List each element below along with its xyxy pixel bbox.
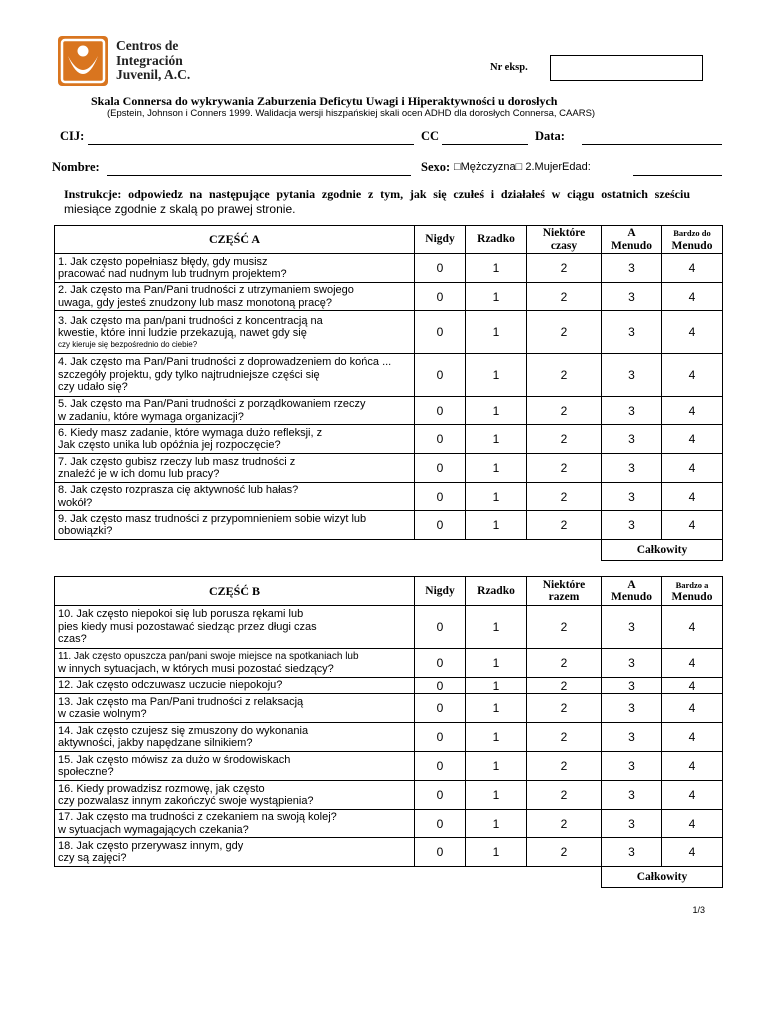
- question-text: [55, 397, 415, 425]
- question-line: 5. Jak często ma Pan/Pani trudności z porządkowaniem rzeczy: [58, 398, 366, 410]
- answer-option-1[interactable]: 1: [466, 283, 527, 311]
- edad-field[interactable]: [633, 175, 722, 176]
- logo-line-3: Juvenil, A.C.: [116, 67, 191, 82]
- answer-option-2[interactable]: 2: [527, 752, 602, 781]
- question-row: [55, 838, 723, 867]
- answer-option-0[interactable]: 0: [415, 354, 466, 397]
- answer-option-1[interactable]: 1: [466, 606, 527, 649]
- question-line: znaleźć je w ich domu lub pracy?: [58, 468, 220, 480]
- question-line: w czasie wolnym?: [58, 708, 147, 720]
- question-text: [55, 606, 415, 649]
- question-line: 1. Jak często popełniasz błędy, gdy musisz: [58, 255, 268, 268]
- header-nigdy: Nigdy: [415, 577, 466, 606]
- answer-option-2[interactable]: 2: [527, 678, 602, 694]
- answer-option-0[interactable]: 0: [415, 649, 466, 678]
- data-label: Data:: [535, 129, 565, 143]
- answer-option-2[interactable]: 2: [527, 649, 602, 678]
- answer-option-4[interactable]: 4: [662, 606, 723, 649]
- logo-figure-icon: [58, 36, 108, 86]
- question-line: czy są zajęci?: [58, 852, 127, 864]
- question-line: 17. Jak często ma trudności z czekaniem na swoją kolej?: [58, 811, 337, 823]
- part-a-title: CZĘŚĆ A: [55, 226, 415, 254]
- header-bardzo-l2: Menudo: [671, 591, 713, 603]
- part-b-title: CZĘŚĆ B: [55, 577, 415, 606]
- answer-option-0[interactable]: 0: [415, 511, 466, 540]
- answer-option-2[interactable]: 2: [527, 838, 602, 867]
- answer-option-1[interactable]: 1: [466, 483, 527, 511]
- answer-option-0[interactable]: 0: [415, 694, 466, 723]
- question-text: [55, 454, 415, 483]
- question-line: 2. Jak często ma Pan/Pani trudności z utrzymaniem swojego: [58, 284, 354, 296]
- answer-option-4[interactable]: 4: [662, 311, 723, 354]
- question-text: [55, 752, 415, 781]
- question-row: [55, 311, 723, 354]
- answer-option-3[interactable]: 3: [602, 397, 662, 425]
- question-line: 16. Kiedy prowadzisz rozmowę, jak często: [58, 782, 265, 795]
- answer-option-4[interactable]: 4: [662, 678, 723, 694]
- question-line: wokół?: [58, 496, 93, 509]
- question-line: 10. Jak często niepokoi się lub porusza rękami lub: [58, 608, 304, 621]
- answer-option-4[interactable]: 4: [662, 454, 723, 483]
- answer-option-2[interactable]: 2: [527, 723, 602, 752]
- answer-option-1[interactable]: 1: [466, 397, 527, 425]
- question-text: [55, 723, 415, 752]
- nr-eksp-label: Nr eksp.: [490, 62, 528, 73]
- question-line: uwaga, gdy jesteś znudzony lub masz monotoną pracę?: [58, 296, 332, 309]
- answer-option-2[interactable]: 2: [527, 483, 602, 511]
- question-text: [55, 781, 415, 810]
- question-text: [55, 838, 415, 867]
- question-line: czy udało się?: [58, 381, 128, 394]
- answer-option-3[interactable]: 3: [602, 678, 662, 694]
- question-line: obowiązki?: [58, 525, 113, 537]
- question-row: [55, 678, 723, 694]
- cc-field[interactable]: [442, 144, 528, 145]
- header-a-l1: A: [627, 578, 636, 591]
- answer-option-1[interactable]: 1: [466, 254, 527, 283]
- answer-option-0[interactable]: 0: [415, 397, 466, 425]
- question-row: [55, 810, 723, 838]
- part-b-table: [54, 576, 723, 888]
- answer-option-2[interactable]: 2: [527, 354, 602, 397]
- question-line: czy pozwalasz innym zakończyć swoje wystąpienia?: [58, 795, 314, 807]
- answer-option-3[interactable]: 3: [602, 311, 662, 354]
- answer-option-2[interactable]: 2: [527, 254, 602, 283]
- part-a-header-row: [55, 226, 723, 254]
- answer-option-1[interactable]: 1: [466, 752, 527, 781]
- question-row: [55, 752, 723, 781]
- question-line: pracować nad nudnym lub trudnym projektem?: [58, 268, 287, 280]
- question-line: 9. Jak często masz trudności z przypomnieniem sobie wizyt lub: [58, 512, 367, 525]
- answer-option-1[interactable]: 1: [466, 454, 527, 483]
- cij-label: CIJ:: [60, 129, 85, 143]
- header-a-l1: A: [627, 227, 636, 239]
- cij-field[interactable]: [88, 144, 414, 145]
- cij-logo: [58, 36, 108, 86]
- answer-option-4[interactable]: 4: [662, 483, 723, 511]
- part-a-table: [54, 225, 723, 561]
- answer-option-3[interactable]: 3: [602, 606, 662, 649]
- question-line: Jak często unika lub opóźnia jej rozpoczęcie?: [58, 439, 281, 451]
- answer-option-2[interactable]: 2: [527, 511, 602, 540]
- answer-option-1[interactable]: 1: [466, 511, 527, 540]
- answer-option-3[interactable]: 3: [602, 254, 662, 283]
- answer-option-4[interactable]: 4: [662, 838, 723, 867]
- question-row: [55, 781, 723, 810]
- instructions-line-2: miesiące zgodnie z skalą po prawej stronie.: [64, 202, 296, 216]
- header-nigdy: Nigdy: [415, 226, 466, 254]
- header-bardzo-l2: Menudo: [671, 239, 713, 252]
- answer-option-0[interactable]: 0: [415, 678, 466, 694]
- question-row: [55, 254, 723, 283]
- answer-option-0[interactable]: 0: [415, 454, 466, 483]
- answer-option-0[interactable]: 0: [415, 311, 466, 354]
- answer-option-4[interactable]: 4: [662, 810, 723, 838]
- answer-option-0[interactable]: 0: [415, 838, 466, 867]
- header-bardzo-l1: Bardzo a: [675, 579, 709, 590]
- question-line: czas?: [58, 633, 87, 646]
- answer-option-3[interactable]: 3: [602, 425, 662, 454]
- nombre-label: Nombre:: [52, 160, 100, 174]
- answer-option-3[interactable]: 3: [602, 283, 662, 311]
- instructions-line-1: Instrukcje: odpowiedz na następujące pytania zgodnie z tym, jak się czułeś i działałeś w ciągu ostatnich sześciu: [64, 187, 690, 201]
- question-row: [55, 511, 723, 540]
- page-number: 1/3: [692, 905, 705, 915]
- form-title: Skala Connersa do wykrywania Zaburzenia Deficytu Uwagi i Hiperaktywności u dorosłych: [91, 94, 558, 108]
- question-row: [55, 283, 723, 311]
- header-a-l2: Menudo: [611, 591, 652, 603]
- question-row: [55, 397, 723, 425]
- form-subtitle: (Epstein, Johnson i Conners 1999. Walidacja wersji hiszpańskiej skali ocen ADHD dla dorosłych Connersa, CAARS): [107, 108, 596, 119]
- answer-option-2[interactable]: 2: [527, 781, 602, 810]
- question-text: [55, 254, 415, 283]
- answer-option-2[interactable]: 2: [527, 606, 602, 649]
- nr-eksp-field[interactable]: [550, 55, 703, 81]
- answer-option-2[interactable]: 2: [527, 283, 602, 311]
- question-line: pies kiedy musi pozostawać siedząc przez długi czas: [58, 620, 317, 633]
- logo-text: [116, 39, 190, 83]
- question-line: 8. Jak często rozprasza cię aktywność lub hałas?: [58, 484, 299, 496]
- logo-line-2: Integración: [116, 52, 183, 68]
- question-text: [55, 311, 415, 354]
- question-line: 3. Jak często ma pan/pani trudności z koncentracją na: [58, 314, 323, 327]
- part-a-total-row: [55, 540, 723, 561]
- question-row: [55, 606, 723, 649]
- answer-option-3[interactable]: 3: [602, 454, 662, 483]
- question-text: [55, 694, 415, 723]
- answer-option-4[interactable]: 4: [662, 781, 723, 810]
- header-niektore-l2: razem: [548, 591, 580, 603]
- part-a-total: Całkowity: [602, 540, 723, 561]
- question-line: 14. Jak często czujesz się zmuszony do wykonania: [58, 724, 309, 737]
- header-bardzo: [662, 226, 723, 254]
- question-text: [55, 810, 415, 838]
- answer-option-0[interactable]: 0: [415, 283, 466, 311]
- question-line: w sytuacjach wymagających czekania?: [58, 823, 249, 836]
- answer-option-1[interactable]: 1: [466, 649, 527, 678]
- answer-option-3[interactable]: 3: [602, 723, 662, 752]
- question-text: [55, 649, 415, 678]
- answer-option-4[interactable]: 4: [662, 649, 723, 678]
- answer-option-2[interactable]: 2: [527, 454, 602, 483]
- question-line: w innych sytuacjach, w których musi pozostać siedzący?: [58, 663, 334, 675]
- question-line: 7. Jak często gubisz rzeczy lub masz trudności z: [58, 455, 296, 468]
- question-line: szczegóły projektu, gdy tylko najtrudniejsze części się: [58, 368, 320, 381]
- header-a-l2: Menudo: [611, 239, 652, 252]
- header-a-menudo: [602, 577, 662, 606]
- answer-option-4[interactable]: 4: [662, 425, 723, 454]
- question-text: [55, 425, 415, 454]
- question-line: w zadaniu, które wymaga organizacji?: [58, 410, 244, 423]
- header-niektore-l2: czasy: [550, 239, 578, 252]
- answer-option-1[interactable]: 1: [466, 425, 527, 454]
- sexo-options[interactable]: □Mężczyzna□ 2.MujerEdad:: [454, 161, 591, 173]
- question-line: 18. Jak często przerywasz innym, gdy: [58, 839, 244, 852]
- header-bardzo: [662, 577, 723, 606]
- answer-option-0[interactable]: 0: [415, 254, 466, 283]
- logo-line-1: Centros de: [116, 38, 179, 53]
- answer-option-0[interactable]: 0: [415, 810, 466, 838]
- instructions: [64, 187, 690, 217]
- header-rzadko: Rzadko: [466, 577, 527, 606]
- answer-option-2[interactable]: 2: [527, 425, 602, 454]
- answer-option-3[interactable]: 3: [602, 810, 662, 838]
- part-b-total-row: [55, 867, 723, 888]
- question-line: kwestie, które inni ludzie przekazują, nawet gdy się: [58, 327, 307, 339]
- header-niektore: [527, 226, 602, 254]
- header-bardzo-l1: Bardzo do: [673, 228, 711, 238]
- answer-option-0[interactable]: 0: [415, 425, 466, 454]
- answer-option-4[interactable]: 4: [662, 283, 723, 311]
- question-row: [55, 483, 723, 511]
- answer-option-1[interactable]: 1: [466, 838, 527, 867]
- answer-option-4[interactable]: 4: [662, 752, 723, 781]
- question-line: 6. Kiedy masz zadanie, które wymaga dużo refleksji, z: [58, 426, 323, 439]
- answer-option-4[interactable]: 4: [662, 694, 723, 723]
- answer-option-1[interactable]: 1: [466, 694, 527, 723]
- part-b-total: Całkowity: [602, 867, 723, 888]
- cc-label: CC: [421, 129, 440, 143]
- question-line: aktywności, jakby napędzane silnikiem?: [58, 737, 253, 749]
- header-rzadko: Rzadko: [466, 226, 527, 254]
- answer-option-4[interactable]: 4: [662, 397, 723, 425]
- header-niektore-l1: Niektóre: [542, 227, 586, 239]
- answer-option-2[interactable]: 2: [527, 397, 602, 425]
- answer-option-1[interactable]: 1: [466, 810, 527, 838]
- answer-option-2[interactable]: 2: [527, 311, 602, 354]
- answer-option-4[interactable]: 4: [662, 723, 723, 752]
- answer-option-0[interactable]: 0: [415, 606, 466, 649]
- question-text: [55, 678, 415, 694]
- answer-option-2[interactable]: 2: [527, 810, 602, 838]
- sexo-label: Sexo:: [421, 160, 451, 174]
- answer-option-3[interactable]: 3: [602, 838, 662, 867]
- question-text: [55, 283, 415, 311]
- answer-option-0[interactable]: 0: [415, 781, 466, 810]
- answer-option-0[interactable]: 0: [415, 752, 466, 781]
- question-line: czy kieruje się bezpośrednio do ciebie?: [58, 339, 198, 349]
- question-row: [55, 425, 723, 454]
- answer-option-1[interactable]: 1: [466, 723, 527, 752]
- question-row: [55, 649, 723, 678]
- header-niektore-l1: Niektóre: [542, 578, 586, 591]
- data-field[interactable]: [582, 144, 722, 145]
- nombre-field[interactable]: [107, 175, 411, 176]
- answer-option-3[interactable]: 3: [602, 649, 662, 678]
- question-line: 4. Jak często ma Pan/Pani trudności z doprowadzeniem do końca ...: [58, 356, 392, 369]
- answer-option-4[interactable]: 4: [662, 354, 723, 397]
- question-text: [55, 483, 415, 511]
- question-row: [55, 694, 723, 723]
- answer-option-4[interactable]: 4: [662, 254, 723, 283]
- answer-option-3[interactable]: 3: [602, 752, 662, 781]
- answer-option-1[interactable]: 1: [466, 781, 527, 810]
- question-row: [55, 723, 723, 752]
- answer-option-1[interactable]: 1: [466, 354, 527, 397]
- question-line: społeczne?: [58, 766, 114, 778]
- question-line: 11. Jak często opuszcza pan/pani swoje miejsce na spotkaniach lub: [58, 650, 359, 662]
- question-row: [55, 454, 723, 483]
- answer-option-3[interactable]: 3: [602, 781, 662, 810]
- question-line: 12. Jak często odczuwasz uczucie niepokoju?: [58, 679, 283, 692]
- answer-option-0[interactable]: 0: [415, 483, 466, 511]
- header-niektore: [527, 577, 602, 606]
- answer-option-3[interactable]: 3: [602, 694, 662, 723]
- question-text: [55, 354, 415, 397]
- question-text: [55, 511, 415, 540]
- answer-option-1[interactable]: 1: [466, 678, 527, 694]
- part-b-header-row: [55, 577, 723, 606]
- question-line: 13. Jak często ma Pan/Pani trudności z relaksacją: [58, 695, 304, 708]
- answer-option-3[interactable]: 3: [602, 483, 662, 511]
- answer-option-1[interactable]: 1: [466, 311, 527, 354]
- answer-option-3[interactable]: 3: [602, 511, 662, 540]
- answer-option-4[interactable]: 4: [662, 511, 723, 540]
- answer-option-2[interactable]: 2: [527, 694, 602, 723]
- header-a-menudo: [602, 226, 662, 254]
- answer-option-3[interactable]: 3: [602, 354, 662, 397]
- answer-option-0[interactable]: 0: [415, 723, 466, 752]
- question-row: [55, 354, 723, 397]
- question-line: 15. Jak często mówisz za dużo w środowiskach: [58, 753, 291, 766]
